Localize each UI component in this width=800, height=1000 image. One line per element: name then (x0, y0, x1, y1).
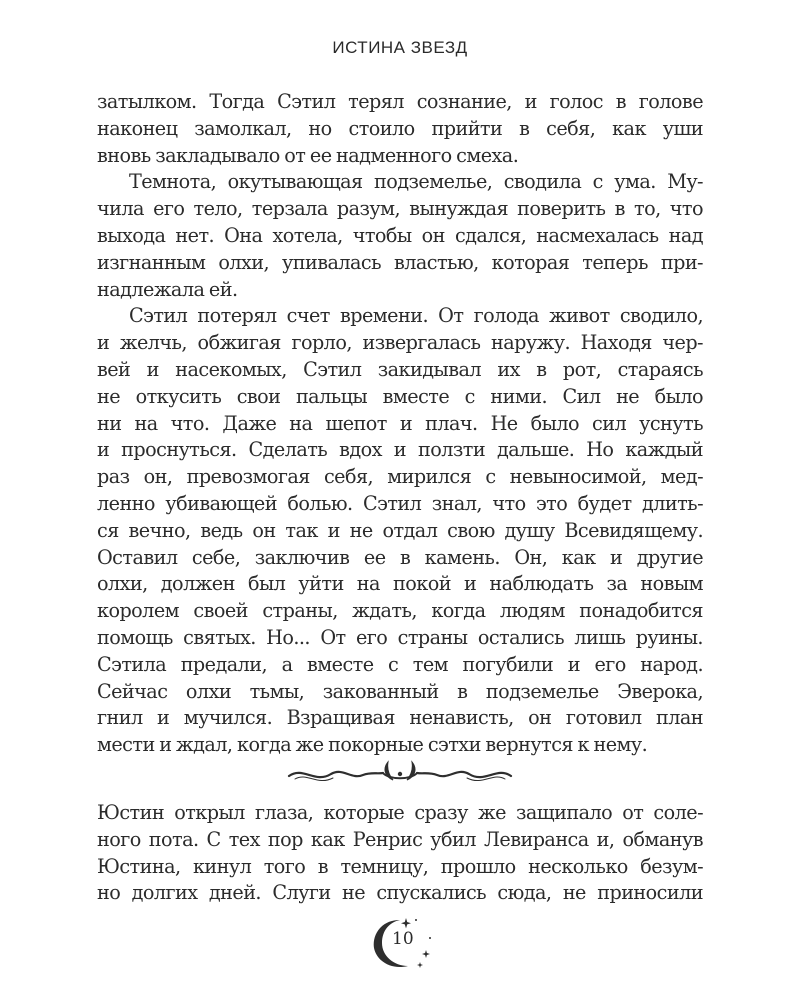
text-line: наконец замолкал, но стоило прийти в себя, как уши (97, 116, 703, 140)
text-section-2 (97, 800, 703, 907)
text-line: королем своей страны, ждать, когда людям понадобится (97, 599, 703, 623)
text-line: надлежала ей. (97, 277, 238, 301)
text-line: вей и насекомых, Сэтил закидывал их в рот, стараясь (97, 357, 703, 381)
text-line: Оставил себе, заключив ее в камень. Он, как и другие (97, 545, 703, 569)
text-line: раз он, превозмогая себя, мирился с невыносимой, мед- (97, 465, 703, 489)
text-line: ного пота. С тех пор как Ренрис убил Левиранса и, обманув (97, 827, 703, 851)
text-line: мести и ждал, когда же покорные сэтхи вернутся к нему. (97, 733, 648, 757)
text-line: ленно убивающей болью. Сэтил знал, что это будет длить- (97, 491, 703, 515)
text-line: гнил и мучился. Взращивая ненависть, он готовил план (97, 706, 703, 730)
text-line: Юстина, кинул того в темницу, прошло несколько безум- (97, 854, 703, 878)
text-line: изгнанным олхи, упивалась властью, которая теперь при- (97, 250, 703, 274)
text-line: и желчь, обжигая горло, извергалась наружу. Находя чер- (97, 331, 703, 355)
text-section-1 (97, 89, 703, 759)
text-line: ни на что. Даже на шепот и плач. Не было сил уснуть (97, 411, 703, 435)
text-line: чила его тело, терзала разум, вынуждая поверить в то, что (97, 197, 703, 221)
text-line: Сэтила предали, а вместе с тем погубили и его народ. (97, 652, 703, 676)
text-line: олхи, должен был уйти на покой и наблюдать за новым (97, 572, 703, 596)
page-number: 10 (392, 929, 414, 949)
text-line: Темнота, окутывающая подземелье, сводила с ума. Му- (129, 170, 703, 194)
text-line: и проснуться. Сделать вдох и ползти дальше. Но каждый (97, 438, 703, 462)
section-divider-ornament-icon (285, 756, 515, 790)
text-line: ся вечно, ведь он так и не отдал свою душу Всевидящему. (97, 518, 703, 542)
text-line: но долгих дней. Слуги не спускались сюда, не приносили (97, 881, 703, 905)
text-line: Юстин открыл глаза, которые сразу же защипало от соле- (97, 801, 703, 824)
text-line: выхода нет. Она хотела, чтобы он сдался, насмехалась над (97, 223, 703, 247)
text-line: Сейчас олхи тьмы, закованный в подземелье Эверока, (97, 679, 703, 703)
text-line: помощь святых. Но... От его страны остались лишь руины. (97, 625, 703, 649)
text-line: Сэтил потерял счет времени. От голода живот сводило, (129, 304, 703, 328)
text-line: затылком. Тогда Сэтил терял сознание, и голос в голове (97, 90, 703, 113)
text-line: не откусить свои пальцы вместе с ними. Сил не было (97, 384, 703, 408)
text-line: вновь закладывало от ее надменного смеха. (97, 143, 519, 167)
running-title: ИСТИНА ЗВЕЗД (332, 38, 468, 57)
